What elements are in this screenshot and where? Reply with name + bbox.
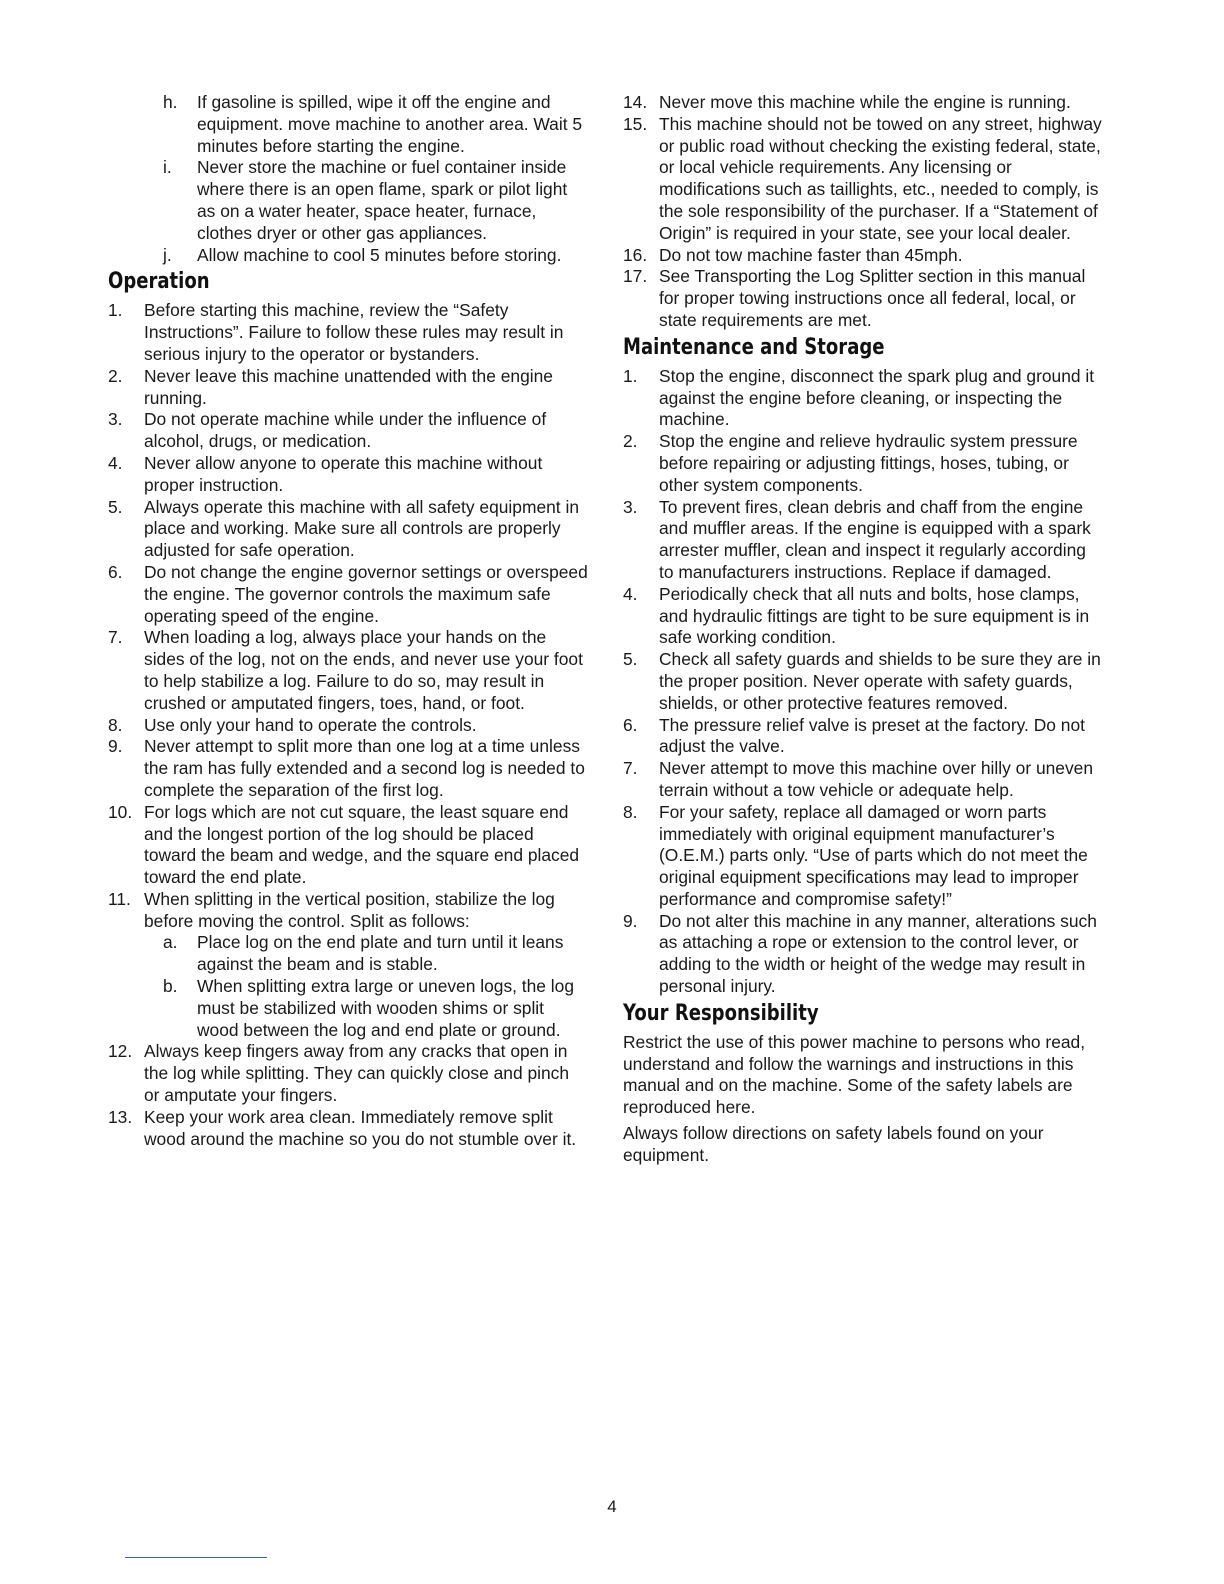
list-item: 5. Always operate this machine with all safety equipment in place and working. Make sure all controls are properly adjusted for safe operation. [108,496,579,561]
list-item: 7. When loading a log, always place your hands on the sides of the log, not on the ends, and never use your foot to help stabilize a log. Failure to do so, may result in crushed or amputated fingers, toes, hand, or foot. [108,627,583,713]
list-item: i. Never store the machine or fuel container inside where there is an open flame, spark or pilot light as on a water heater, space heater, furnace, clothes dryer or other gas appliances. [163,157,568,243]
maintenance-list [623,366,1105,998]
page-number: 4 [607,1497,617,1516]
list-item: 15. This machine should not be towed on any street, highway or public road without checking the existing federal, state, or local vehicle requirements. Any licensing or modifications such as taillights, etc., needed to comply, is the sole responsibility of the purchaser. If a “Statement of Origin” is required in your state, see your local dealer. [623,113,1102,243]
responsibility-paragraph: Restrict the use of this power machine to persons who read, understand and follow the warnings and instructions in this manual and on the machine. Some of the safety labels are reproduced here. [623,1031,1086,1118]
list-item: 12. Always keep fingers away from any cracks that open in the log while splitting. They can quickly close and pinch or amputate your fingers. [108,1041,570,1106]
list-item: 4. Periodically check that all nuts and bolts, hose clamps, and hydraulic fittings are tight to be sure equipment is in safe working condition. [623,583,1090,648]
operation-heading: Operation [108,269,210,295]
operation-list [108,300,588,932]
maintenance-heading: Maintenance and Storage [623,334,885,360]
list-item: j. Allow machine to cool 5 minutes before storing. [163,244,562,265]
footer-rule [125,1557,267,1558]
list-item: 6. The pressure relief valve is preset at the factory. Do not adjust the valve. [623,714,1085,757]
list-item: 3. Do not operate machine while under the influence of alcohol, drugs, or medication. [108,409,547,452]
list-item: 2. Stop the engine and relieve hydraulic system pressure before repairing or adjusting fittings, hoses, tubing, or other system components. [623,431,1078,495]
list-item: 7. Never attempt to move this machine over hilly or uneven terrain without a tow vehicle or adequate help. [623,758,1094,800]
list-item: 10. For logs which are not cut square, the least square end and the longest portion of the log should be placed toward the beam and wedge, and the square end placed toward the end plate. [108,801,580,888]
list-item: 8. Use only your hand to operate the controls. [108,714,477,735]
responsibility-paragraph: Always follow directions on safety labels found on your equipment. [623,1123,1044,1165]
operation-list-continued [108,1041,588,1150]
list-item: 11. When splitting in the vertical position, stabilize the log before moving the control. Split as follows: [108,888,555,931]
list-item: 13. Keep your work area clean. Immediately remove split wood around the machine so you do not stumble over it. [108,1106,577,1149]
list-item: 9. Never attempt to split more than one log at a time unless the ram has fully extended and a second log is needed to complete the separation of the first log. [108,736,585,800]
list-item: 17. See Transporting the Log Splitter section in this manual for proper towing instructions once all federal, local, or state requirements are met. [623,266,1086,330]
list-item: a. Place log on the end plate and turn until it leans against the beam and is stable. [163,932,564,975]
left-column [108,92,588,1150]
responsibility-heading: Your Responsibility [623,1000,819,1026]
list-item: 14. Never move this machine while the engine is running. [623,92,1071,112]
list-item: 1. Before starting this machine, review the “Safety Instructions”. Failure to follow these rules may result in serious injury to the operator or bystanders. [108,300,564,364]
pre-items-list [108,92,588,266]
list-item: 8. For your safety, replace all damaged or worn parts immediately with original equipment manufacturer’s (O.E.M.) parts only. “Use of parts which do not meet the original equipment specifications may lead to improper performance and compromise safety!” [623,801,1088,909]
right-column [623,92,1105,1171]
list-item: 4. Never allow anyone to operate this machine without proper instruction. [108,452,543,495]
list-item: 5. Check all safety guards and shields to be sure they are in the proper position. Never operate with safety guards, shields, or other protective features removed. [623,649,1101,713]
list-item: 6. Do not change the engine governor settings or overspeed the engine. The governor controls the maximum safe operating speed of the engine. [108,561,588,626]
list-item: b. When splitting extra large or uneven logs, the log must be stabilized with wooden shims or split wood between the log and end plate or ground. [163,976,575,1040]
list-item: 2. Never leave this machine unattended with the engine running. [108,365,553,408]
list-item: 1. Stop the engine, disconnect the spark plug and ground it against the engine before cleaning, or inspecting the machine. [623,365,1095,430]
list-item: 3. To prevent fires, clean debris and chaff from the engine and muffler areas. If the engine is equipped with a spark arrester muffler, clean and inspect it regularly according to manufacturers instructions. Replace if damaged. [623,496,1091,582]
list-item: h. If gasoline is spilled, wipe it off the engine and equipment. move machine to another area. Wait 5 minutes before starting the engine. [163,92,583,156]
split-steps-list [108,932,588,1041]
list-item: 16. Do not tow machine faster than 45mph. [623,244,963,265]
operation-list-right [623,92,1105,332]
list-item: 9. Do not alter this machine in any manner, alterations such as attaching a rope or extension to the control lever, or adding to the width or height of the wedge may result in personal injury. [623,910,1097,997]
